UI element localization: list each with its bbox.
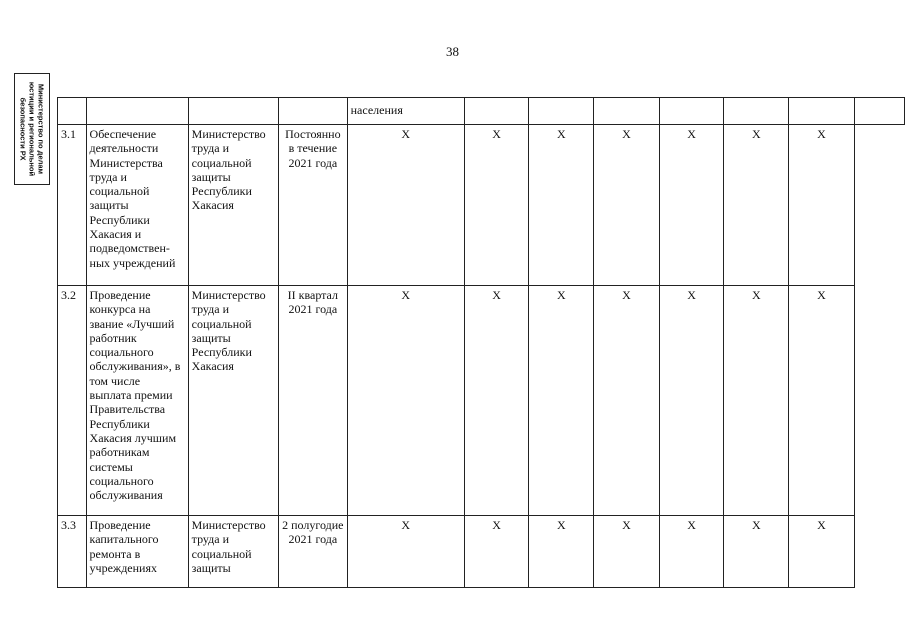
mark-cell: X: [529, 516, 594, 588]
executor: Министерство труда и социальной защиты Республики Хакасия: [188, 286, 278, 516]
executor: Министерство труда и социальной защиты: [188, 516, 278, 588]
table-cell: [594, 98, 660, 125]
table-cell: населения: [347, 98, 464, 125]
mark-cell: X: [594, 286, 660, 516]
table-cell: [529, 98, 594, 125]
event-description: Обеспечение деятельности Министерства труда и социальной защиты Республики Хакасия и подведомствен-ных учреждений: [86, 125, 188, 286]
deadline: 2 полугодие 2021 года: [279, 516, 348, 588]
table-cell: [659, 98, 724, 125]
mark-cell: X: [724, 286, 789, 516]
mark-cell: X: [659, 286, 724, 516]
mark-cell: X: [464, 516, 529, 588]
table-cell: [279, 98, 348, 125]
stamp-line: безопасности РХ: [18, 97, 28, 161]
table-row: [58, 516, 905, 588]
table-row: [58, 286, 905, 516]
mark-cell: X: [529, 286, 594, 516]
mark-cell: X: [529, 125, 594, 286]
mark-cell: X: [594, 125, 660, 286]
table-cell: [854, 98, 904, 125]
mark-cell: X: [347, 286, 464, 516]
table-cell: [58, 98, 87, 125]
table-row-continuation: [58, 98, 905, 125]
plan-table: [57, 97, 905, 588]
executor: Министерство труда и социальной защиты Республики Хакасия: [188, 125, 278, 286]
event-description: Проведение капитального ремонта в учреждениях: [86, 516, 188, 588]
mark-cell: X: [464, 286, 529, 516]
mark-cell: X: [789, 125, 855, 286]
mark-cell: X: [724, 516, 789, 588]
mark-cell: X: [347, 125, 464, 286]
mark-cell: X: [659, 516, 724, 588]
table-cell: [86, 98, 188, 125]
mark-cell: X: [659, 125, 724, 286]
mark-cell: X: [594, 516, 660, 588]
table-cell: [724, 98, 789, 125]
mark-cell: X: [789, 286, 855, 516]
stamp-line: Министерство по делам: [36, 83, 46, 175]
table-cell: [789, 98, 855, 125]
registration-stamp: [14, 73, 50, 185]
page-number: 38: [446, 44, 459, 59]
row-number: 3.1: [58, 125, 87, 286]
mark-cell: X: [464, 125, 529, 286]
stamp-line: юстиции и региональной: [27, 81, 37, 177]
row-number: 3.3: [58, 516, 87, 588]
mark-cell: X: [789, 516, 855, 588]
table-row: [58, 125, 905, 286]
row-number: 3.2: [58, 286, 87, 516]
deadline: Постоянно в течение 2021 года: [279, 125, 348, 286]
event-description: Проведение конкурса на звание «Лучший работник социального обслуживания», в том числе выплата премии Правительства Республики Хакасия лучшим работникам системы социального обслуживания: [86, 286, 188, 516]
table-cell: [464, 98, 529, 125]
mark-cell: X: [347, 516, 464, 588]
deadline: II квартал 2021 года: [279, 286, 348, 516]
table-cell: [188, 98, 278, 125]
mark-cell: X: [724, 125, 789, 286]
